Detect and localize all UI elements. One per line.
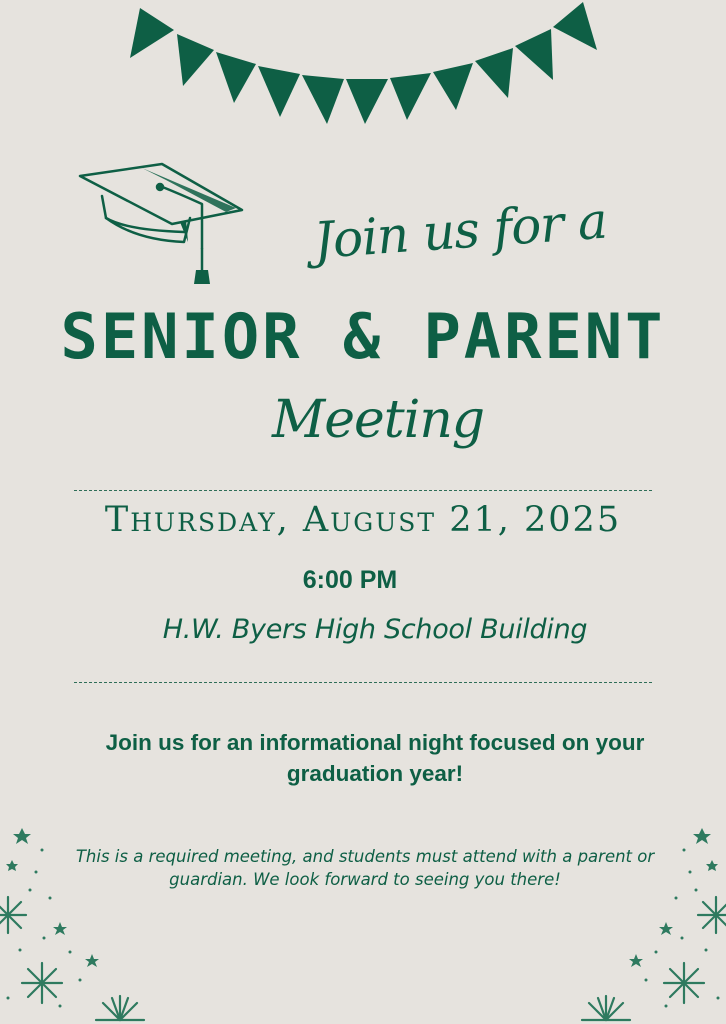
event-title: SENIOR & PARENT (60, 300, 666, 373)
intro-script-text: Join us for a (311, 191, 609, 270)
graduation-cap-icon (76, 160, 251, 290)
divider-top (74, 490, 652, 491)
info-text: Join us for an informational night focused on your graduation year! (105, 730, 645, 786)
sparkle-cluster-icon (566, 820, 726, 1024)
event-date: Thursday, August 21, 2025 (104, 500, 622, 540)
event-location: H.W. Byers High School Building (162, 614, 588, 645)
pennant-banner-icon (0, 0, 726, 140)
sparkle-cluster-icon (0, 820, 160, 1024)
note-text: This is a required meeting, and students must attend with a parent or guardian. We look forward to seeing you there! (75, 847, 655, 889)
divider-bottom (74, 682, 652, 683)
event-time: 6:00 PM (302, 566, 398, 594)
subtitle-script-text: Meeting (272, 390, 485, 450)
